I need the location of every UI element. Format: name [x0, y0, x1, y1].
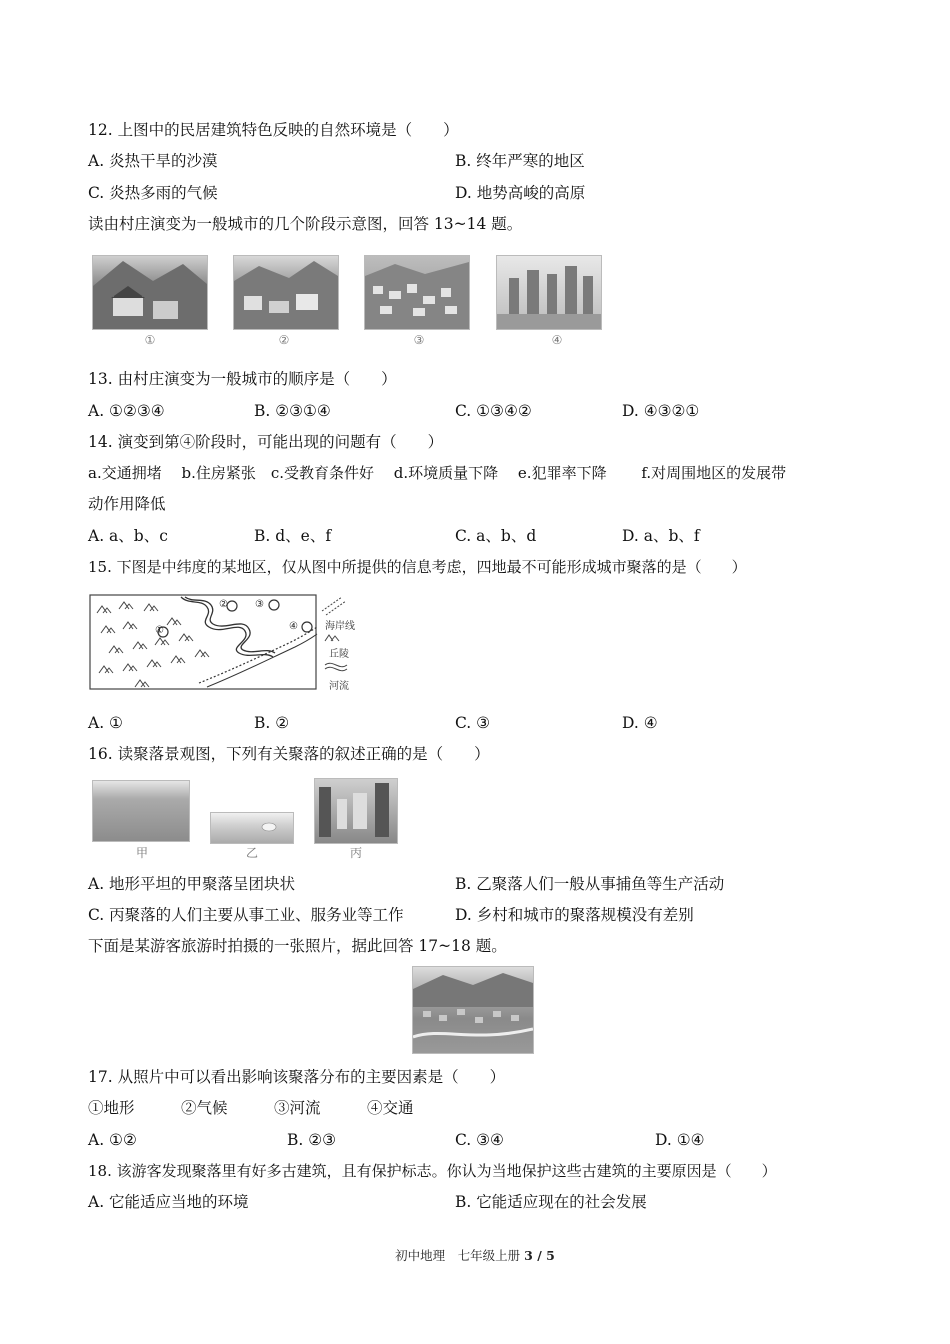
- intro-17-18: 下面是某游客旅游时拍摄的一张照片，据此回答 17~18 题。: [88, 937, 507, 955]
- q14-option-d: D. a、b、f: [622, 527, 700, 545]
- stage-1-photo: [92, 255, 208, 330]
- q12-stem: 12. 上图中的民居建筑特色反映的自然环境是（ ）: [88, 121, 459, 139]
- stage-4-label: ④: [551, 333, 563, 347]
- q15-option-c: C. ③: [455, 714, 491, 732]
- stage-3-label: ③: [413, 333, 425, 347]
- map-mark-2: ②: [219, 599, 228, 610]
- q15-map: [89, 591, 361, 691]
- q15-option-b: B. ②: [254, 714, 290, 732]
- map-mark-3: ③: [255, 599, 264, 610]
- photo-yi: [210, 812, 294, 844]
- tourist-photo: [412, 966, 534, 1054]
- q12-option-c: C. 炎热多雨的气候: [88, 184, 218, 202]
- photo-jia-label: 甲: [135, 846, 148, 860]
- photo-bing-label: 丙: [349, 846, 362, 860]
- q18-stem: 18. 该游客发现聚落里有好多古建筑，且有保护标志。你认为当地保护这些古建筑的主要原因是（ ）: [88, 1162, 777, 1180]
- stage-2-label: ②: [278, 333, 290, 347]
- q16-option-d: D. 乡村和城市的聚落规模没有差别: [455, 906, 694, 924]
- q15-option-a: A. ①: [88, 714, 123, 732]
- q14-option-b: B. d、e、f: [254, 527, 332, 545]
- photo-jia: [92, 780, 190, 842]
- intro-13-14: 读由村庄演变为一般城市的几个阶段示意图，回答 13~14 题。: [88, 215, 523, 233]
- q17-items: ①地形 ②气候 ③河流 ④交通: [88, 1099, 414, 1117]
- q12-option-a: A. 炎热干旱的沙漠: [88, 152, 218, 170]
- q15-stem: 15. 下图是中纬度的某地区，仅从图中所提供的信息考虑，四地最不可能形成城市聚落的是（ ）: [88, 558, 747, 576]
- q17-option-c: C. ③④: [455, 1131, 504, 1149]
- map-mark-1: ①: [155, 625, 164, 636]
- q14-items-line1: a.交通拥堵 b.住房紧张 c.受教育条件好 d.环境质量下降 e.犯罪率下降 f.对周围地区的发展带: [88, 464, 787, 482]
- legend-river: 河流: [329, 681, 349, 692]
- page-footer: [0, 1246, 950, 1264]
- q17-stem: 17. 从照片中可以看出影响该聚落分布的主要因素是（ ）: [88, 1068, 506, 1086]
- q17-option-b: B. ②③: [287, 1131, 337, 1149]
- stage-3-photo: [364, 255, 470, 330]
- q16-option-c: C. 丙聚落的人们主要从事工业、服务业等工作: [88, 906, 404, 924]
- q12-option-b: B. 终年严寒的地区: [455, 152, 585, 170]
- q13-option-b: B. ②③①④: [254, 402, 331, 420]
- q17-option-a: A. ①②: [88, 1131, 137, 1149]
- q13-option-c: C. ①③④②: [455, 402, 532, 420]
- q18-option-a: A. 它能适应当地的环境: [88, 1193, 249, 1211]
- q13-option-d: D. ④③②①: [622, 402, 700, 420]
- stage-1-label: ①: [144, 333, 156, 347]
- q15-option-d: D. ④: [622, 714, 658, 732]
- q13-option-a: A. ①②③④: [88, 402, 165, 420]
- legend-hills: 丘陵: [329, 649, 349, 660]
- map-mark-4: ④: [289, 621, 298, 632]
- q14-stem: 14. 演变到第④阶段时，可能出现的问题有（ ）: [88, 433, 444, 451]
- page-number: 3 / 5: [524, 1248, 555, 1263]
- stage-4-photo: [496, 255, 602, 330]
- photo-yi-label: 乙: [245, 846, 258, 860]
- footer-text: 初中地理 七年级上册: [395, 1248, 521, 1263]
- q14-items-line2: 动作用降低: [88, 495, 166, 513]
- q17-option-d: D. ①④: [655, 1131, 705, 1149]
- q14-option-c: C. a、b、d: [455, 527, 537, 545]
- q16-option-b: B. 乙聚落人们一般从事捕鱼等生产活动: [455, 875, 725, 893]
- q14-option-a: A. a、b、c: [88, 527, 168, 545]
- q16-option-a: A. 地形平坦的甲聚落呈团块状: [88, 875, 296, 893]
- legend-coastline: 海岸线: [325, 621, 355, 632]
- q18-option-b: B. 它能适应现在的社会发展: [455, 1193, 647, 1211]
- stage-2-photo: [233, 255, 339, 330]
- q16-stem: 16. 读聚落景观图，下列有关聚落的叙述正确的是（ ）: [88, 745, 490, 763]
- photo-bing: [314, 778, 398, 844]
- q13-stem: 13. 由村庄演变为一般城市的顺序是（ ）: [88, 370, 397, 388]
- q12-option-d: D. 地势高峻的高原: [455, 184, 586, 202]
